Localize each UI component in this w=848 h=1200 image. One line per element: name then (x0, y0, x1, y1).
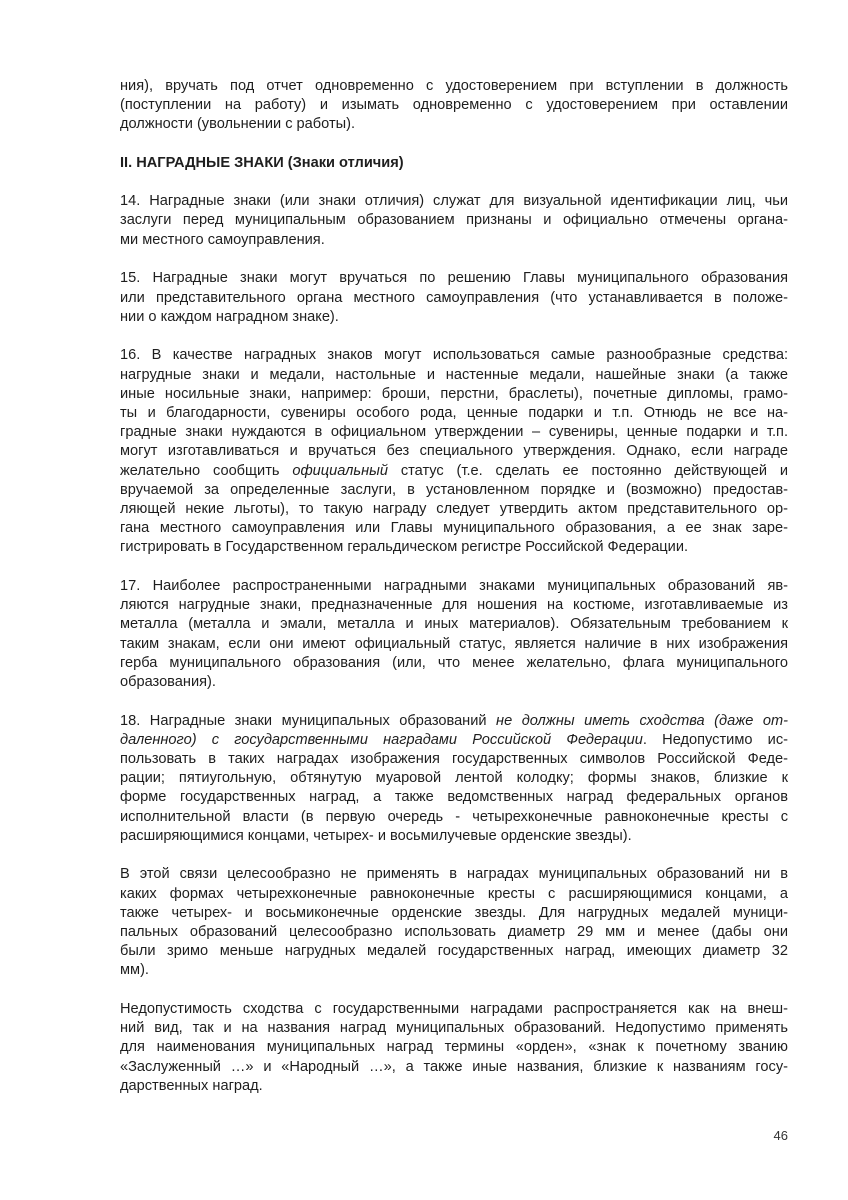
emphasis-text: не должны иметь сходства (даже от- (496, 712, 788, 729)
text-line: иные носильные знаки, например: броши, перстни, браслеты), почетные дипломы, грамо- (120, 385, 788, 402)
text-line: мм). (120, 962, 149, 979)
text-line: заслуги перед муниципальным образованием признаны и официально отмечены органа- (120, 212, 788, 229)
text-line: В этой связи целесообразно не применять в наградах муниципальных образований ни в (120, 866, 788, 883)
text-line: ляющей некие льготы), то такую награду следует утвердить актом представительного ор- (120, 500, 788, 517)
paragraph-14 (120, 192, 788, 250)
text-line: для наименования муниципальных наград термины «орден», «знак к почетному званию (120, 1039, 788, 1056)
text-line: рации; пятиугольную, обтянутую муаровой лентой колодку; формы знаков, близкие к (120, 770, 788, 787)
text-line: образования). (120, 673, 216, 690)
text-line: Недопустимость сходства с государственными наградами распространяется как на внеш- (120, 1001, 788, 1018)
text-run: статус (т.е. сделать ее постоянно действующей и (387, 462, 788, 479)
text-line: нагрудные знаки и медали, настольные и настенные медали, нашейные знаки (а также (120, 366, 788, 383)
text-line: 16. В качестве наградных знаков могут использоваться самые разнообразные средства: (120, 347, 788, 364)
document-page (120, 77, 788, 1115)
text-line (120, 731, 788, 750)
text-line: гана местного самоуправления или Главы муниципального образования, а ее знак заре- (120, 520, 788, 537)
text-line: ляются нагрудные знаки, предназначенные для ношения на костюме, изготавливаемые из (120, 597, 788, 614)
text-line: 17. Наиболее распространенными наградными знаками муниципальных образований яв- (120, 577, 788, 594)
paragraph-naming (120, 1000, 788, 1096)
text-line: пальных образований целесообразно использовать диаметр 29 мм и менее (дабы они (120, 923, 788, 940)
text-line: дарственных наград. (120, 1077, 263, 1094)
paragraph-15 (120, 269, 788, 327)
emphasis-text: официальный (292, 462, 388, 479)
paragraph-16 (120, 346, 788, 557)
text-line: вручаемой за определенные заслуги, в установленном порядке и (возможно) предостав- (120, 481, 788, 498)
text-line: ний вид, так и на названия наград муниципальных образований. Недопустимо применять (120, 1020, 788, 1037)
emphasis-text: даленного) с государственными наградами Российской Федерации (120, 731, 643, 748)
paragraph-18 (120, 712, 788, 846)
text-line: также четырех- и восьмиконечные орденские звезды. Для нагрудных медалей муници- (120, 904, 788, 921)
text-line (120, 712, 788, 731)
text-line: таким знакам, если они имеют официальный статус, является наличие в них изображения (120, 635, 788, 652)
text-line: металла (металла и эмали, металла и иных материалов). Обязательным требованием к (120, 616, 788, 633)
text-line: 14. Наградные знаки (или знаки отличия) служат для визуальной идентификации лиц, чьи (120, 193, 788, 210)
section-heading: II. НАГРАДНЫЕ ЗНАКИ (Знаки отличия) (120, 155, 404, 172)
text-run: желательно сообщить (120, 462, 293, 479)
text-line: гистрировать в Государственном геральдическом регистре Российской Федерации. (120, 539, 689, 556)
text-line: ты и благодарности, сувениры особого рода, ценные подарки и т.п. Отнюдь не все на- (120, 404, 788, 421)
paragraph-continued (120, 77, 788, 135)
text-line: нии о каждом наградном знаке). (120, 308, 339, 325)
text-line: «Заслуженный …» и «Народный …», а также иные названия, близкие к названиям госу- (120, 1058, 788, 1075)
text-run: . Недопустимо ис- (642, 731, 788, 748)
text-line: пользовать в таких наградах изображения государственных символов Российской Феде- (120, 750, 788, 767)
text-line: ми местного самоуправления. (120, 231, 325, 248)
text-line: градные знаки нуждаются в официальном утверждении – сувениры, ценные подарки и т.п. (120, 424, 788, 441)
text-line: могут изготавливаться и вручаться без специального утверждения. Однако, если награде (120, 443, 788, 460)
text-line: были зримо меньше нагрудных медалей государственных наград, имеющих диаметр 32 (120, 943, 788, 960)
text-line: 15. Наградные знаки могут вручаться по решению Главы муниципального образования (120, 270, 788, 287)
text-line: должности (увольнении с работы). (120, 116, 356, 133)
page-number: 46 (773, 1128, 788, 1143)
paragraph-17 (120, 577, 788, 692)
text-line: форме государственных наград, а также ведомственных наград федеральных органов (120, 789, 788, 806)
text-line: (поступлении на работу) и изымать одновременно с удостоверением при оставлении (120, 97, 788, 114)
text-line: или представительного органа местного самоуправления (что устанавливается в положе- (120, 289, 788, 306)
text-run: 18. Наградные знаки муниципальных образований (120, 712, 497, 729)
text-line: ния), вручать под отчет одновременно с удостоверением при вступлении в должность (120, 78, 788, 94)
text-line: герба муниципального образования (или, что менее желательно, флага муниципального (120, 654, 788, 671)
text-line: каких формах четырехконечные равноконечные кресты с расширяющимися концами, а (120, 885, 788, 902)
text-line: исполнительной власти (в первую очередь - четырехконечные равноконечные кресты с (120, 808, 788, 825)
text-line (120, 462, 788, 481)
text-line: расширяющимися концами, четырех- и восьмилучевые орденские звезды). (120, 827, 632, 844)
paragraph-consequence (120, 865, 788, 980)
